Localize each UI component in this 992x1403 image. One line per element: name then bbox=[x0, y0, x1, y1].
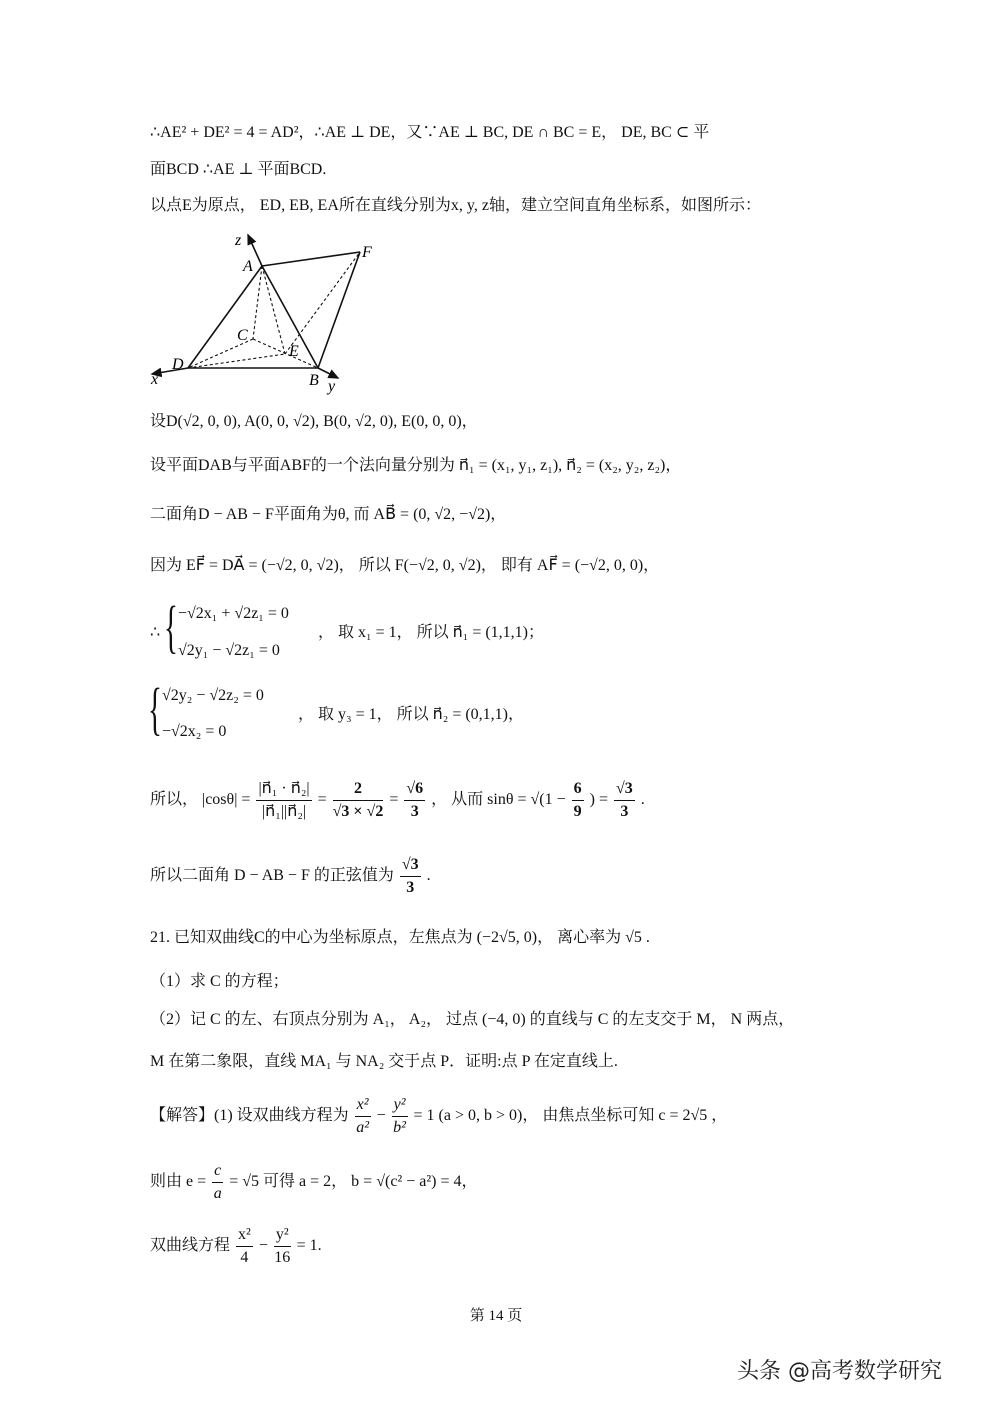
edge-AE bbox=[262, 266, 285, 354]
label-C: C bbox=[237, 327, 248, 344]
numerator: x² bbox=[355, 1094, 371, 1117]
edge-EF bbox=[285, 252, 360, 354]
equation: −√2x₂ = 0 bbox=[162, 723, 227, 740]
numerator: √3 bbox=[400, 854, 421, 877]
fraction bbox=[236, 1224, 253, 1269]
text: = bbox=[317, 791, 327, 809]
therefore-symbol: ∴ bbox=[150, 624, 161, 641]
label-z: z bbox=[235, 232, 242, 249]
fraction bbox=[256, 778, 311, 823]
text: = bbox=[389, 791, 399, 809]
denominator: √3 × √2 bbox=[332, 803, 384, 820]
label-E: E bbox=[289, 343, 299, 360]
math-line bbox=[150, 854, 431, 899]
text: 【解答】(1) 设双曲线方程为 bbox=[150, 1107, 349, 1125]
edge-BF bbox=[318, 252, 360, 368]
fraction bbox=[572, 778, 584, 823]
numerator: y² bbox=[274, 1224, 291, 1247]
equation: √2y₂ − √2z₂ = 0 bbox=[162, 687, 264, 704]
text: ) = bbox=[589, 791, 608, 809]
label-B: B bbox=[309, 372, 319, 389]
fraction bbox=[400, 854, 421, 899]
text-line: （2）记 C 的左、右顶点分别为 A₁， A₂， 过点 (−4, 0) 的直线与 C 的左支交于 M， N 两点， bbox=[150, 1011, 795, 1028]
label-F: F bbox=[362, 244, 372, 261]
left-brace: { bbox=[148, 676, 162, 741]
denominator: 3 bbox=[620, 803, 629, 820]
fraction bbox=[392, 1094, 408, 1139]
fraction bbox=[404, 778, 425, 823]
denominator: b² bbox=[393, 1119, 406, 1136]
question-title: 21. 已知双曲线C的中心为坐标原点，左焦点为 (−2√5, 0)， 离心率为 √5 . bbox=[150, 929, 650, 946]
text-line: 设D(√2, 0, 0), A(0, 0, √2), B(0, √2, 0), E(0, 0, 0)， bbox=[150, 413, 478, 430]
text-line: ， 取 y₃ = 1， 所以 n⃗₂ = (0,1,1)， bbox=[298, 706, 525, 723]
equation: √2y₁ − √2z₁ = 0 bbox=[178, 642, 280, 659]
equation: −√2x₁ + √2z₁ = 0 bbox=[178, 605, 289, 622]
text-line: 以点E为原点， ED, EB, EA所在直线分别为x, y, z轴，建立空间直角坐标系，如图所示： bbox=[150, 197, 761, 214]
numerator: √6 bbox=[404, 778, 425, 801]
numerator: y² bbox=[392, 1094, 408, 1117]
denominator: 3 bbox=[410, 803, 419, 820]
denominator: a² bbox=[356, 1119, 370, 1136]
text: = √5 可得 a = 2， b = √(c² − a²) = 4， bbox=[229, 1173, 478, 1191]
denominator: |n⃗₁||n⃗₂| bbox=[261, 803, 307, 820]
fraction bbox=[355, 1094, 371, 1139]
math-line bbox=[150, 1094, 727, 1139]
numerator: |n⃗₁ · n⃗₂| bbox=[256, 778, 311, 801]
text: 则由 e = bbox=[150, 1173, 207, 1191]
text-line: ， 取 x₁ = 1， 所以 n⃗₁ = (1,1,1)； bbox=[318, 624, 545, 641]
math-line bbox=[150, 1224, 322, 1269]
text: − bbox=[258, 1237, 268, 1255]
page-number: 第 14 页 bbox=[469, 1308, 523, 1324]
denominator: 3 bbox=[406, 879, 415, 896]
text: = 1. bbox=[296, 1237, 322, 1255]
fraction bbox=[333, 778, 384, 823]
edge-AF bbox=[262, 252, 360, 266]
fraction bbox=[212, 1160, 223, 1205]
watermark: 头条 @高考数学研究 bbox=[737, 1359, 942, 1384]
label-x: x bbox=[151, 371, 159, 388]
math-line bbox=[150, 778, 645, 823]
numerator: 6 bbox=[572, 778, 584, 801]
text-line: 面BCD ∴AE ⊥ 平面BCD. bbox=[150, 161, 327, 178]
text-line: 因为 EF⃗ = DA⃗ = (−√2, 0, √2)， 所以 F(−√2, 0, √2)， 即有 AF⃗ = (−√2, 0, 0)， bbox=[150, 557, 660, 574]
text: = 1 (a > 0, b > 0)， 由焦点坐标可知 c = 2√5 ， bbox=[413, 1107, 728, 1125]
text-line: 设平面DAB与平面ABF的一个法向量分别为 n⃗₁ = (x₁, y₁, z₁), n⃗₂ = (x₂, y₂, z₂)， bbox=[150, 457, 682, 474]
text: 所以， |cosθ| = bbox=[150, 791, 251, 809]
fraction bbox=[614, 778, 635, 823]
text-line: M 在第二象限，直线 MA₁ 与 NA₂ 交于点 P．证明:点 P 在定直线上. bbox=[150, 1053, 618, 1070]
text: − bbox=[376, 1107, 386, 1125]
numerator: c bbox=[212, 1160, 223, 1183]
denominator: 9 bbox=[573, 803, 582, 820]
text-line: （1）求 C 的方程； bbox=[150, 973, 289, 990]
text-line: 二面角D − AB − F平面角为θ, 而 AB⃗ = (0, √2, −√2)， bbox=[150, 506, 507, 523]
numerator: √3 bbox=[614, 778, 635, 801]
coordinate-figure bbox=[140, 225, 390, 395]
numerator: 2 bbox=[333, 778, 384, 801]
text: 双曲线方程 bbox=[150, 1237, 231, 1255]
y-axis bbox=[318, 368, 338, 378]
edge-AD bbox=[188, 266, 262, 368]
fraction bbox=[274, 1224, 291, 1269]
text: 所以二面角 D − AB − F 的正弦值为 bbox=[150, 867, 394, 885]
denominator: a bbox=[213, 1185, 222, 1202]
text: ， 从而 sinθ = √(1 − bbox=[431, 791, 566, 809]
denominator: 16 bbox=[274, 1249, 291, 1266]
text: . bbox=[640, 791, 645, 809]
label-A: A bbox=[243, 258, 253, 275]
denominator: 4 bbox=[240, 1249, 249, 1266]
text-line: ∴AE² + DE² = 4 = AD²，∴AE ⊥ DE，又∵AE ⊥ BC, DE ∩ BC = E， DE, BC ⊂ 平 bbox=[150, 124, 710, 141]
text: . bbox=[426, 867, 431, 885]
left-brace: { bbox=[164, 594, 178, 659]
label-D: D bbox=[172, 356, 184, 373]
label-y: y bbox=[328, 378, 336, 395]
numerator: x² bbox=[236, 1224, 253, 1247]
math-line bbox=[150, 1160, 478, 1205]
